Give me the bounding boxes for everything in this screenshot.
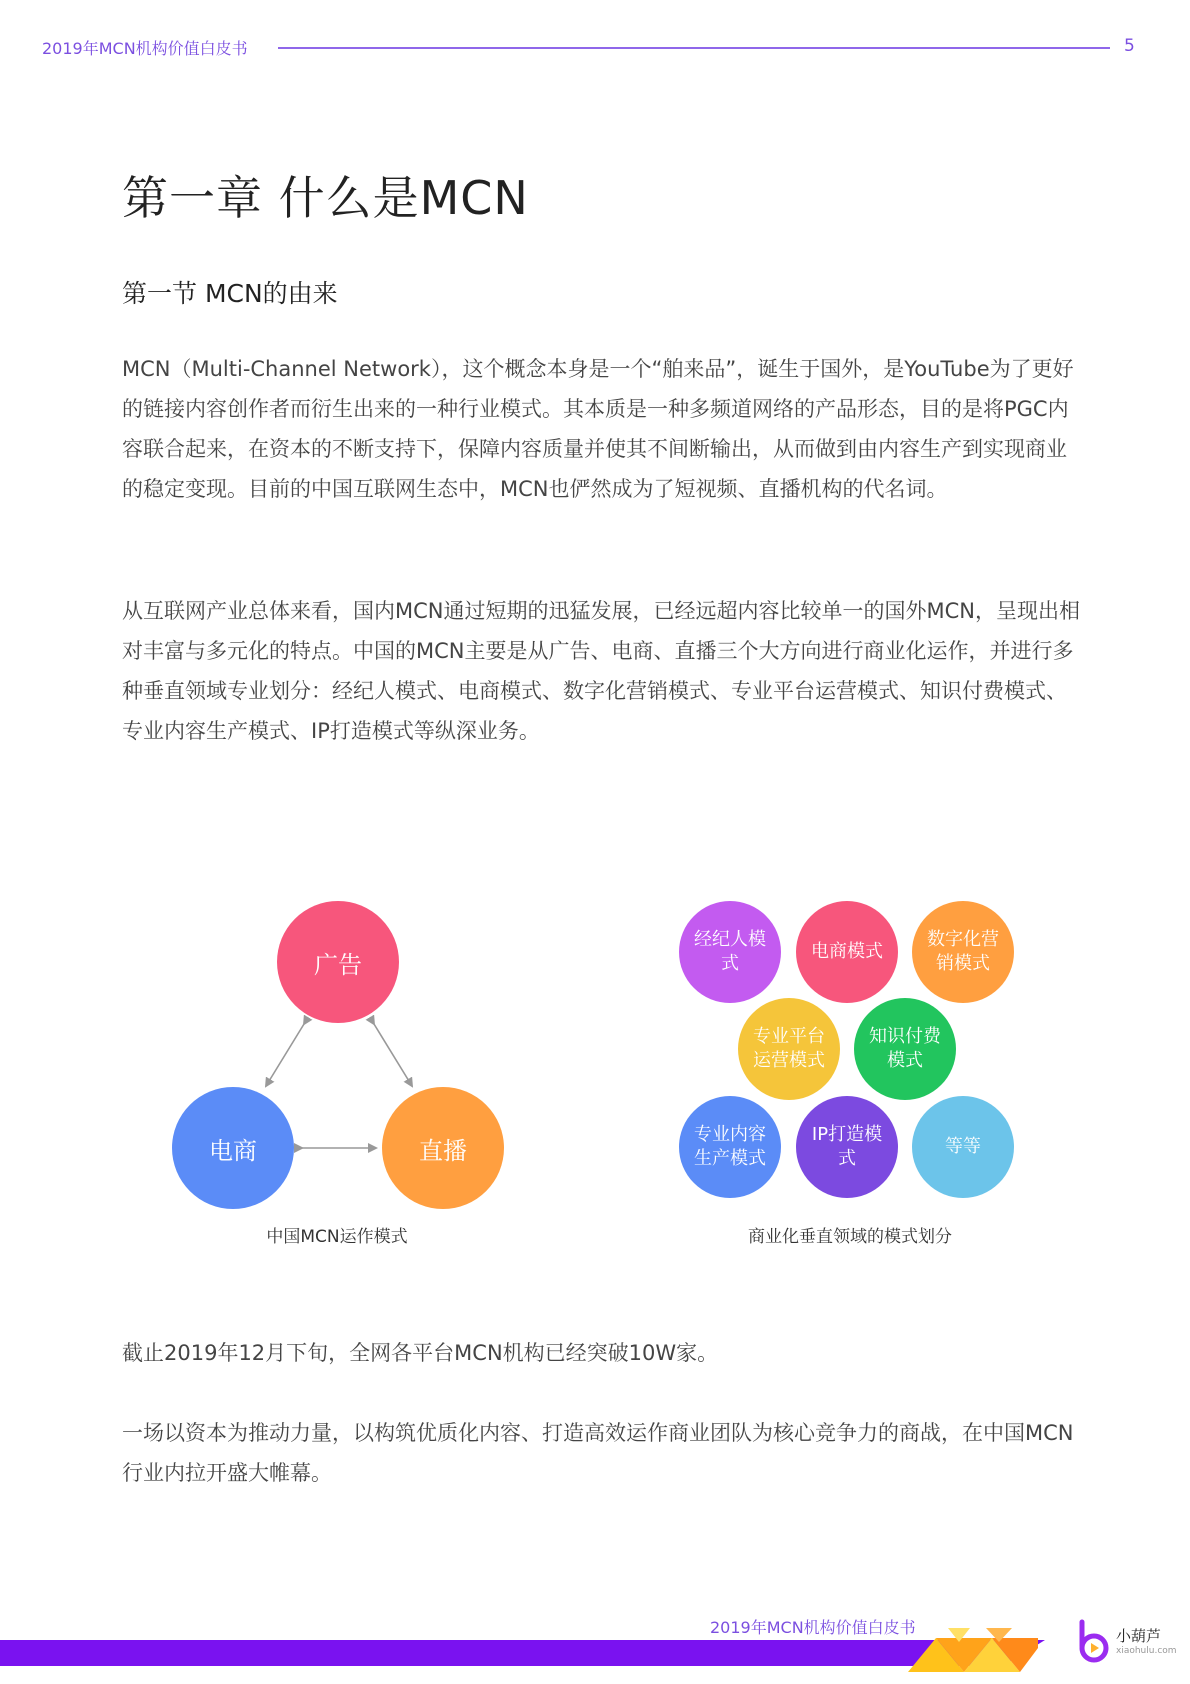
node-digital-marketing-model: 数字化营销模式: [912, 901, 1014, 1003]
node-agent-model: 经纪人模式: [679, 901, 781, 1003]
page-number: 5: [1124, 36, 1135, 56]
arrow-ad-ecommerce: [266, 1024, 304, 1086]
arrow-ad-livestream: [374, 1024, 412, 1086]
node-ecommerce: 电商: [172, 1087, 294, 1209]
brand-logo-icon: [1076, 1620, 1114, 1664]
node-content-production-model: 专业内容生产模式: [679, 1096, 781, 1198]
header-divider: [278, 47, 1110, 49]
node-ip-model: IP打造模式: [796, 1096, 898, 1198]
footer-title: 2019年MCN机构价值白皮书: [710, 1618, 916, 1637]
node-advertising: 广告: [277, 901, 399, 1023]
paragraph-competition: 一场以资本为推动力量，以构筑优质化内容、打造高效运作商业团队为核心竞争力的商战，在中国MCN行业内拉开盛大帷幕。: [122, 1421, 1074, 1485]
node-etc: 等等: [912, 1096, 1014, 1198]
chapter-title: 第一章 什么是MCN: [122, 171, 529, 225]
node-ecommerce-model: 电商模式: [796, 901, 898, 1003]
caption-operation-model: 中国MCN运作模式: [266, 1227, 408, 1247]
node-paid-knowledge-model: 知识付费模式: [854, 998, 956, 1100]
diagram-arrows: [160, 880, 520, 1200]
header-title: 2019年MCN机构价值白皮书: [42, 39, 248, 58]
brand-url: xiaohulu.com: [1116, 1646, 1177, 1656]
paragraph-count: 截止2019年12月下旬，全网各平台MCN机构已经突破10W家。: [122, 1341, 719, 1365]
node-platform-operation-model: 专业平台运营模式: [738, 998, 840, 1100]
footer-triangle-pattern: [908, 1628, 1038, 1672]
node-livestream: 直播: [382, 1087, 504, 1209]
paragraph-origin: MCN（Multi-Channel Network），这个概念本身是一个“舶来品”，诞生于国外，是YouTube为了更好的链接内容创作者而衍生出来的一种行业模式。其本质是一种多频道网络的产品形态，目的是将PGC内容联合起来，在资本的不断支持下，保障内容质量并使其不间断输出，从而做到由内容生产到实现商业的稳定变现。目前的中国互联网生态中，MCN也俨然成为了短视频、直播机构的代名词。: [122, 357, 1074, 501]
section-title: 第一节 MCN的由来: [122, 279, 338, 308]
brand-name: 小葫芦: [1116, 1627, 1162, 1645]
caption-vertical-models: 商业化垂直领域的模式划分: [748, 1227, 952, 1247]
footer-bar: [0, 1640, 1045, 1666]
paragraph-overview: 从互联网产业总体来看，国内MCN通过短期的迅猛发展，已经远超内容比较单一的国外MCN，呈现出相对丰富与多元化的特点。中国的MCN主要是从广告、电商、直播三个大方向进行商业化运作，并进行多种垂直领域专业划分：经纪人模式、电商模式、数字化营销模式、专业平台运营模式、知识付费模式、专业内容生产模式、IP打造模式等纵深业务。: [122, 599, 1080, 743]
